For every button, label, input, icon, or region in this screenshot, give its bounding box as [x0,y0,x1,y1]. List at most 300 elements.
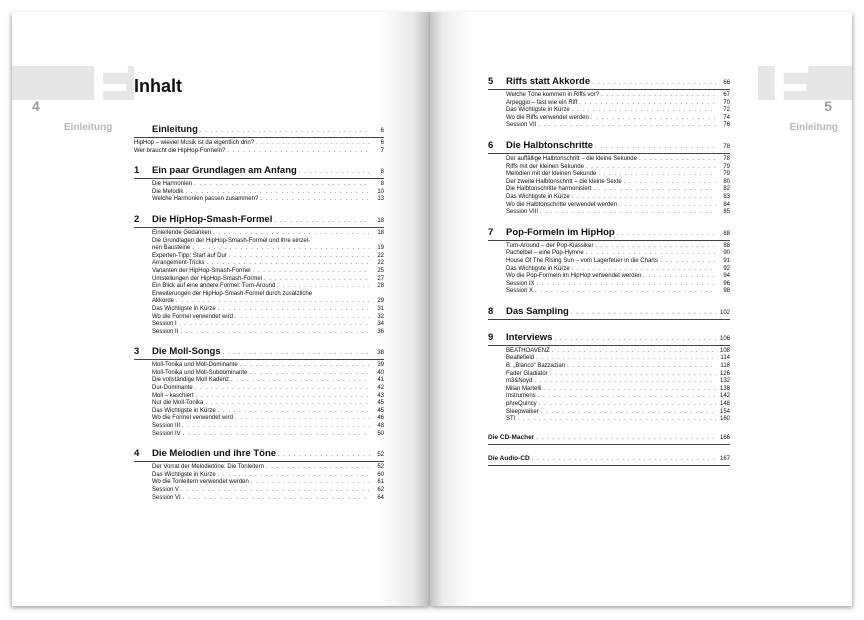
dot-leader [622,179,716,187]
entry-page: 31 [377,305,384,312]
dot-leader [227,253,370,261]
spacer [488,466,730,476]
chapter-heading [488,332,730,346]
toc-entry [506,186,730,194]
spacer [134,155,384,165]
entry-page: 126 [719,370,730,377]
entry-title: Welche Töne kommen in Riffs vor? [506,92,600,98]
entry-title: Akkorde [152,298,175,305]
chapter-title: Riffs statt Akkorde [506,76,591,87]
dot-leader [193,385,370,393]
dot-leader [515,416,716,424]
dot-leader [216,306,370,314]
entry-page: 43 [377,392,384,399]
chapter-title: Die Halbtonschritte [506,139,594,151]
chapter-heading [134,346,384,360]
entry-page: 67 [723,92,730,98]
chapter-number: 3 [134,346,140,358]
entry-title: nen Bausteine [152,245,191,252]
toc-entry [152,238,384,246]
entry-title: Der Vorrat der Melodietöne: Die Tonleitern [152,464,264,471]
left-page [12,12,430,606]
dot-leader [181,495,370,503]
entry-title: Nur die Moll-Tonika [152,400,204,407]
chapter-heading [134,448,384,462]
toc-entry [152,260,384,268]
dot-leader [565,363,716,371]
toc-entry [506,209,730,217]
entry-page: 8 [380,181,384,188]
entry-title: Erweiterungen der HipHop-Smash-Formel durch zusätzliche [152,290,313,297]
toc-entry [152,495,384,503]
toc-entry [506,355,730,363]
dot-leader [233,314,370,322]
entry-page: 19 [377,245,384,252]
entry-page: 18 [377,229,384,236]
dot-leader [198,128,370,134]
toc-entry [152,321,384,329]
entry-title: Die Halbtonschritte harmonisiert [506,186,592,193]
entry-page: 72 [723,107,730,114]
entry-title: Das Wichtigste in Kürze [506,265,570,272]
dot-leader [658,258,716,266]
entry-page: 27 [377,275,384,282]
dot-leader [570,194,716,202]
entry-title: Session III [152,423,181,430]
entry-title: BEATHOAVENZ [506,347,550,354]
chapter-page: 66 [723,80,730,86]
chapter-page: 38 [377,350,384,357]
dot-leader [194,393,370,401]
entry-page: 132 [719,378,730,385]
entry-page: 76 [723,122,730,129]
chapter-title: Die Moll-Songs [152,346,221,358]
entry-title: HipHop – wieviel Musik ist da eigentlich drin? [134,140,255,146]
entry-page: 29 [377,298,384,305]
entry-title: Das Wichtigste in Kürze [152,471,216,478]
spacer [134,438,384,448]
entry-title: Riffs mit der kleinen Sekunde [506,163,584,170]
toc-entry [152,253,384,261]
entry-page: 78 [723,155,730,162]
toc-entry [506,409,730,417]
entry-page: 22 [377,260,384,267]
entry-title: Pachelbel – eine Pop-Hymne [506,250,584,257]
entry-page: 79 [723,163,730,170]
entry-title: Sleepwalker [506,408,539,415]
chapter-entries [506,243,730,296]
entry-title: phreQuincy [506,401,537,408]
entry-title: Das Wichtigste in Kürze [506,193,570,200]
toc-chapter [134,214,384,336]
spacer [488,217,730,227]
toc-entry [506,363,730,371]
toc-entry [152,472,384,480]
entry-page: 98 [723,288,730,295]
section-label: Einleitung [789,122,838,133]
toc-entry [152,181,384,189]
chapter-heading [134,165,384,179]
entry-title: Moll-Tonika und Moll-Subdominante [152,369,248,376]
entry-page: 96 [723,280,730,287]
entry-page: 34 [377,321,384,328]
section-letter: E [90,54,132,123]
toc-entry [506,179,730,187]
toc-extra [488,434,730,445]
toc-entry [506,122,730,130]
spacer [134,502,384,512]
toc-entry [152,385,384,393]
entry-title: Die Harmonien [152,181,193,188]
entry-title: Wo die Formel verwendet wird [152,415,233,422]
entry-title: Session IV [152,430,181,437]
entry-title: Session IX [506,280,535,287]
entry-page: 70 [723,99,730,106]
toc-extra [488,455,730,466]
chapter-number: 9 [488,331,494,343]
entry-title: Melodien mit der kleinen Sekunde [506,171,597,178]
entry-page: 74 [723,114,730,121]
dot-leader [190,245,370,253]
toc-chapter [488,227,730,296]
entry-page: 28 [377,283,384,290]
entry-title: Moll – kaschiert [152,392,194,399]
entry-title: Varianten der HipHop-Smash-Formel [152,267,251,274]
entry-page: 88 [723,242,730,249]
toc-entry [152,329,384,337]
entry-page: 52 [377,464,384,471]
toc-entry [506,348,730,356]
entry-page: 142 [719,393,730,400]
dot-leader [537,401,716,409]
dot-leader [297,169,370,175]
entry-title: Wo die Tonleitern verwendet werden [152,479,249,486]
chapter-heading [488,76,730,90]
dot-leader [229,377,370,385]
toc-entry [152,196,384,204]
entry-page: 60 [377,471,384,478]
chapter-entries [506,156,730,217]
dot-leader [552,336,716,342]
entry-page: 138 [719,385,730,392]
toc-chapter [488,306,730,320]
chapter-page: 78 [723,143,730,150]
chapter-page: 6 [380,128,384,134]
entry-title: Session I [152,321,177,328]
entry-page: 90 [723,250,730,257]
dot-leader [211,230,370,238]
entry-page: 13 [377,196,384,203]
dot-leader [221,350,370,356]
right-page [430,12,852,606]
dot-leader [591,186,716,194]
dot-leader [570,107,716,115]
toc-entry [152,283,384,291]
toc-entry [152,393,384,401]
dot-leader [264,464,370,472]
chapter-heading [488,140,730,154]
entry-page: 118 [720,363,730,370]
section-label: Einleitung [64,122,113,133]
toc-entry [506,171,730,179]
chapter-heading [134,124,384,138]
page-title: Inhalt [134,76,182,96]
toc-entry [506,100,730,108]
dot-leader [174,298,370,306]
spacer [488,130,730,140]
dot-leader [534,435,716,441]
dot-leader [589,115,716,123]
toc-entry [506,115,730,123]
toc-entry [506,401,730,409]
entry-title: Arpeggio – fast wie ein Riff [506,99,578,106]
entry-page: 61 [377,479,384,486]
toc-entry [506,107,730,115]
dot-leader [247,370,370,378]
toc-chapter [134,448,384,502]
entry-title: STI [506,416,516,423]
entry-title: B. „Blanco“ Bazzazian [506,363,566,370]
entry-page: 85 [723,209,730,216]
toc-entry [152,298,384,306]
extra-title: Die Audio-CD [488,454,530,462]
toc-entry [152,268,384,276]
dot-leader [216,472,370,480]
dot-leader [590,80,716,86]
entry-title: Das Wichtigste in Kürze [506,107,570,114]
entry-title: Dur-Dominante [152,385,193,392]
entry-title: Session II [152,328,179,335]
dot-leader [535,281,716,289]
chapter-number: 4 [134,448,140,460]
dot-leader [536,122,716,130]
dot-leader [617,202,716,210]
entry-title: Arrangement-Tricks [152,260,205,267]
page-number: 4 [32,98,40,114]
entry-page: 45 [377,400,384,407]
entry-page: 10 [377,188,384,195]
toc-entry [506,281,730,289]
entry-title: Session X [506,288,534,295]
chapter-title: Die HipHop-Smash-Formel [152,213,273,225]
toc-chapter [134,124,384,155]
entry-page: 48 [377,423,384,430]
chapter-number: 1 [134,165,140,177]
entry-page: 64 [377,494,384,501]
chapter-title: Pop-Formeln im HipHop [506,226,615,238]
chapter-page: 8 [380,169,384,176]
entry-page: 82 [723,186,730,193]
dot-leader [180,423,370,431]
dot-leader [258,196,370,204]
dot-leader [637,156,716,164]
entry-title: Ein Blick auf eine andere Formel: Turn-Around [152,283,276,290]
entry-title: Turn-Around – der Pop-Klassiker [506,242,594,249]
entry-page: 32 [377,313,384,320]
toc-entry [506,378,730,386]
dot-leader [641,273,716,281]
toc-left [134,124,384,512]
dot-leader [577,100,716,108]
entry-title: Das Wichtigste in Kürze [152,407,216,414]
entry-title: Der auffällige Halbtonschritt – die kleine Sekunde [506,155,637,162]
section-letter: E [770,54,812,123]
toc-entry [152,400,384,408]
toc-entry [152,464,384,472]
entry-title: Die Grundlagen der HipHop-Smash-Formel und ihre einzel- [152,237,311,244]
dot-leader [192,181,370,189]
entry-page: 148 [719,401,730,408]
entry-title: Moll-Tonika und Moll-Dominante [152,362,238,369]
spacer [488,322,730,332]
entry-title: Instrumens [506,393,536,400]
chapter-entries [506,348,730,424]
page-number: 5 [824,98,832,114]
toc-entry [506,266,730,274]
dot-leader [596,171,716,179]
chapter-entries [152,362,384,438]
dot-leader [584,164,716,172]
entry-page: 46 [377,415,384,422]
toc-right [488,76,730,476]
toc-entry [506,92,730,100]
dot-leader [275,283,370,291]
dot-leader [532,378,716,386]
entry-title: Wo die Pop-Formeln im HipHop verwendet werden [506,273,642,280]
chapter-number: 8 [488,305,494,317]
extra-page: 167 [719,455,730,462]
entry-title: Wo die Riffs verwendet werden [506,114,589,121]
entry-title: Experten-Tipp: Start auf Dur [152,252,227,259]
entry-title: Milan Martelli [506,385,542,392]
toc-entry [506,386,730,394]
toc-entry [506,288,730,296]
toc-entry [134,148,384,156]
chapter-number: 6 [488,139,494,151]
extra-title: Die CD-Macher [488,433,535,441]
chapter-page: 88 [723,230,730,237]
dot-leader [203,400,370,408]
toc-entry [152,245,384,253]
entry-page: 62 [377,487,384,493]
dot-leader [276,452,370,458]
entry-page: 160 [719,416,730,423]
toc-entry [506,273,730,281]
entry-title: Session V [152,487,180,493]
entry-title: Beatlefield [506,355,535,362]
entry-page: 22 [377,252,384,259]
chapter-entries [152,464,384,502]
entry-page: 92 [723,265,730,272]
dot-leader [536,393,716,401]
entry-title: Fader Gladiator [506,370,548,377]
dot-leader [548,371,716,379]
entry-page: 91 [723,257,730,264]
toc-entry [134,140,384,148]
toc-entry [506,371,730,379]
dot-leader [570,266,716,274]
chapter-page: 52 [377,452,384,459]
entry-page: 154 [719,408,730,415]
entry-title: Wo die Formel verwendet wird [152,313,233,320]
toc-chapter [488,140,730,217]
entry-page: 25 [377,267,384,274]
chapter-number: 5 [488,76,494,87]
entry-page: 45 [377,407,384,414]
dot-leader [541,386,716,394]
dot-leader [599,92,716,100]
toc-chapter [134,165,384,204]
dot-leader [238,362,370,370]
toc-entry [506,243,730,251]
toc-entry [152,306,384,314]
entry-title: Das Wichtigste in Kürze [152,305,216,312]
spacer [488,296,730,306]
toc-entry [152,370,384,378]
toc-entry [506,258,730,266]
chapter-number: 7 [488,226,494,238]
entry-page: 83 [723,193,730,200]
dot-leader [539,409,716,417]
spacer [134,204,384,214]
toc-entry [506,202,730,210]
entry-page: 80 [723,178,730,185]
entry-title: Session VII [506,122,537,129]
spacer [488,424,730,434]
dot-leader [615,231,716,237]
dot-leader [593,243,716,251]
entry-page: 39 [377,362,384,369]
entry-title: Die Melodik [152,188,184,195]
entry-title: m3&Noyd [506,378,533,385]
dot-leader [233,415,370,423]
chapter-number: 2 [134,213,140,225]
toc-entry [152,431,384,439]
toc-entry [506,194,730,202]
toc-entry [152,415,384,423]
chapter-title: Das Sampling [506,305,569,317]
chapter-entries [152,230,384,336]
chapter-page: 18 [377,217,384,224]
entry-page: 79 [723,171,730,178]
entry-title: Welche Harmonien passen zusammen? [152,196,259,203]
dot-leader [251,268,370,276]
chapter-page: 102 [719,309,730,316]
dot-leader [249,479,370,487]
toc-entry [152,189,384,197]
chapter-page: 106 [719,335,730,342]
toc-entry [152,291,384,299]
dot-leader [262,276,370,284]
dot-leader [216,408,370,416]
toc-entry [506,416,730,424]
entry-page: 36 [377,328,384,335]
toc-entry [152,423,384,431]
dot-leader [550,348,716,356]
chapter-title: Ein paar Grundlagen am Anfang [152,165,297,177]
dot-leader [178,329,370,337]
chapter-entries [134,140,384,155]
entry-page: 114 [720,355,730,362]
chapter-entries [506,92,730,130]
entry-title: Der zweite Halbtonschritt – die kleine Sexte [506,178,622,185]
toc-entry [506,156,730,164]
chapter-entries [152,181,384,204]
entry-page: 40 [377,369,384,376]
toc-chapter [134,346,384,438]
dot-leader [204,260,370,268]
dot-leader [593,144,716,150]
